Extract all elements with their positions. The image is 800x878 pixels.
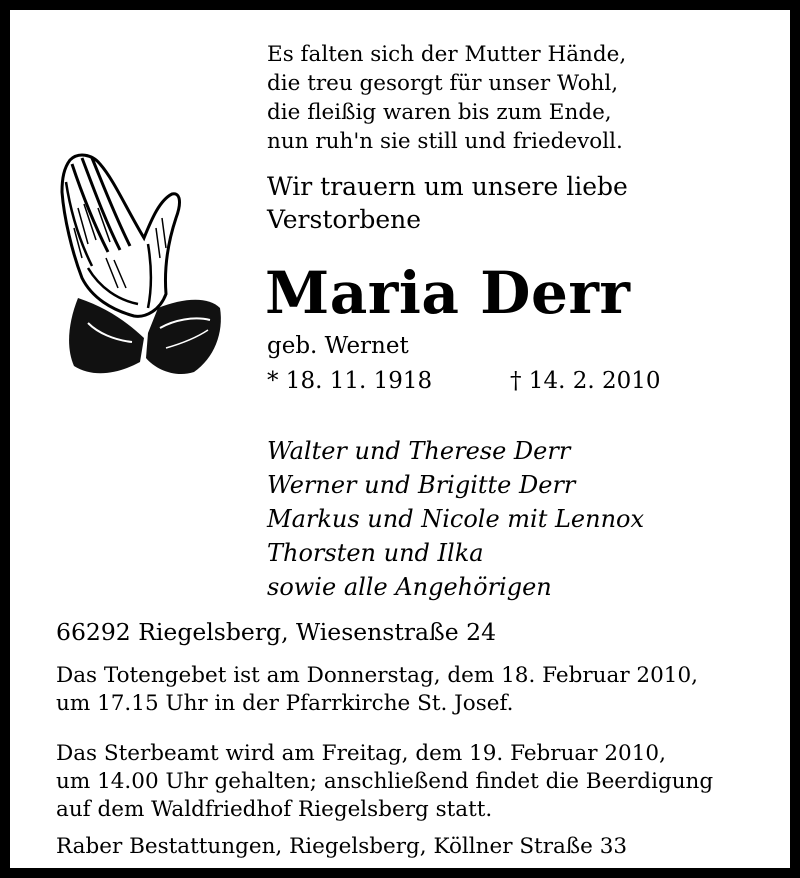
notice-line: um 17.15 Uhr in der Pfarrkirche St. Josef. (56, 691, 514, 716)
family-member: Thorsten und Ilka (267, 539, 484, 567)
family-member: sowie alle Angehörigen (267, 573, 552, 601)
poem (267, 40, 626, 156)
deceased-name: Maria Derr (265, 259, 631, 327)
notice-line: auf dem Waldfriedhof Riegelsberg statt. (56, 797, 493, 822)
poem-line: Es falten sich der Mutter Hände, (267, 42, 627, 67)
family-member: Werner und Brigitte Derr (267, 471, 576, 499)
poem-line: nun ruh'n sie still und friedevoll. (267, 129, 623, 154)
family-member: Markus und Nicole mit Lennox (267, 505, 645, 533)
poem-line: die fleißig waren bis zum Ende, (267, 100, 612, 125)
family-member: Walter und Therese Derr (267, 437, 571, 465)
mourning-statement (267, 170, 628, 236)
notice-line: Das Totengebet ist am Donnerstag, dem 18. Februar 2010, (56, 663, 698, 688)
address: 66292 Riegelsberg, Wiesenstraße 24 (56, 618, 497, 646)
prayer-notice (56, 662, 698, 718)
mourning-line: Wir trauern um unsere liebe (267, 172, 628, 201)
maiden-name: geb. Wernet (267, 333, 409, 359)
family-list (267, 434, 644, 604)
death-date: † 14. 2. 2010 (510, 368, 661, 394)
mourning-line: Verstorbene (267, 205, 422, 234)
notice-line: Das Sterbeamt wird am Freitag, dem 19. Februar 2010, (56, 741, 666, 766)
requiem-notice (56, 740, 713, 824)
undertaker-info: Raber Bestattungen, Riegelsberg, Köllner Straße 33 (56, 834, 628, 859)
praying-hands-icon (48, 148, 226, 380)
birth-date: * 18. 11. 1918 (267, 368, 433, 394)
poem-line: die treu gesorgt für unser Wohl, (267, 71, 619, 96)
notice-line: um 14.00 Uhr gehalten; anschließend findet die Beerdigung (56, 769, 714, 794)
